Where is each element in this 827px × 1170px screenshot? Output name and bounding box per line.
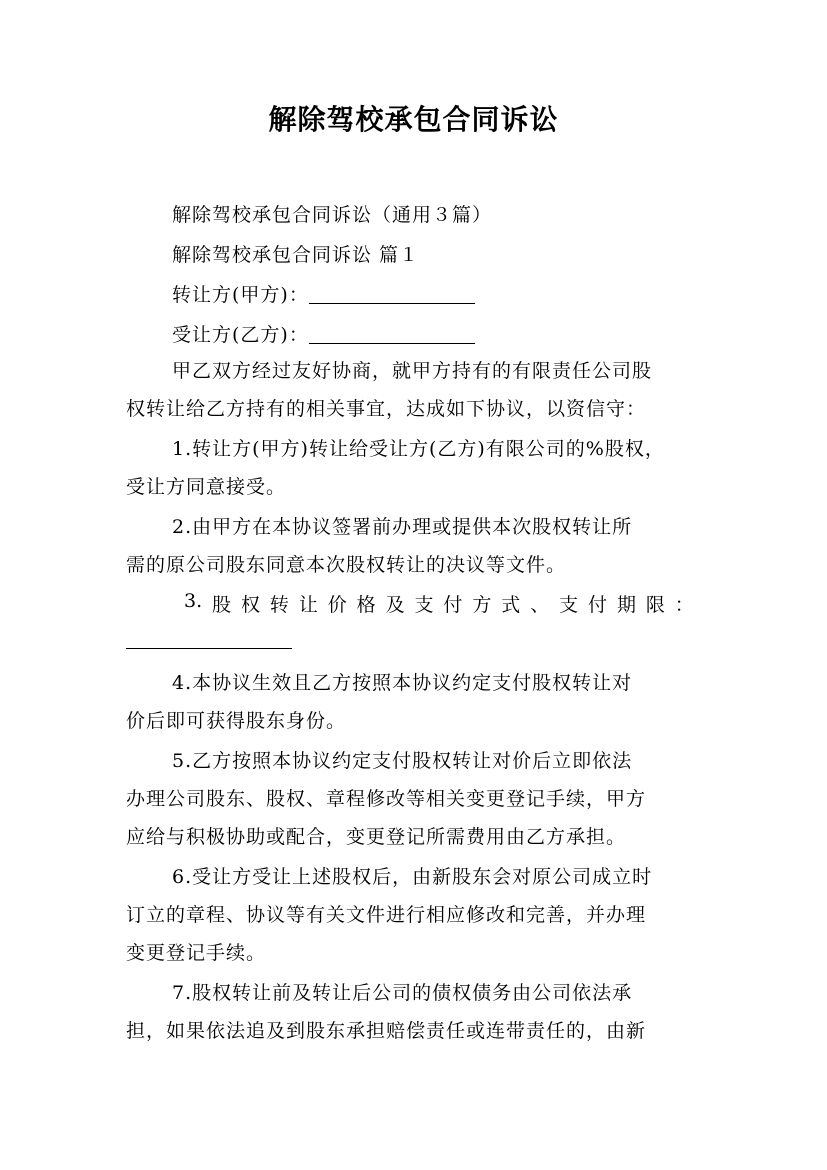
section-heading: 解除驾校承包合同诉讼 篇１ — [172, 244, 420, 266]
item-3-char: 股 — [212, 594, 232, 616]
paragraph-line: 担，如果依法追及到股东承担赔偿责任或连带责任的，由新 — [126, 1020, 647, 1042]
paragraph-line: 订立的章程、协议等有关文件进行相应修改和完善，并办理 — [126, 904, 647, 926]
item-3-char: 期 — [616, 594, 636, 616]
paragraph-line: 6.受让方受让上述股权后，由新股东会对原公司成立时 — [172, 866, 653, 888]
party-a-label: 转让方(甲方)： — [172, 284, 309, 306]
item-3-char: 让 — [298, 594, 318, 616]
paragraph-line: 受让方同意接受。 — [126, 476, 287, 498]
party-b-label: 受让方(乙方)： — [172, 324, 309, 346]
item-3-char: 格 — [356, 594, 376, 616]
paragraph-line: 权转让给乙方持有的相关事宜，达成如下协议，以资信守： — [126, 398, 647, 420]
item-3-char: 转 — [269, 594, 289, 616]
item-3-char: 方 — [472, 594, 492, 616]
paragraph-line: 需的原公司股东同意本次股权转让的决议等文件。 — [126, 554, 567, 576]
paragraph-line: 变更登记手续。 — [126, 942, 267, 964]
paragraph-line: 甲乙双方经过友好协商，就甲方持有的有限责任公司股 — [172, 360, 653, 382]
paragraph-line: 价后即可获得股东身份。 — [126, 710, 347, 732]
paragraph-line: 办理公司股东、股权、章程修改等相关变更登记手续，甲方 — [126, 788, 647, 810]
item-3-char: 付 — [443, 594, 463, 616]
item-3-char: 支 — [559, 594, 579, 616]
paragraph-line: 5.乙方按照本协议约定支付股权转让对价后立即依法 — [172, 750, 633, 772]
item-3-char: 付 — [588, 594, 608, 616]
item-3-blank — [126, 648, 292, 649]
item-3-char: 、 — [530, 594, 550, 616]
item-3-char: 价 — [327, 594, 347, 616]
item-3-char: 3. — [184, 590, 203, 612]
item-3-char: ： — [674, 594, 694, 616]
item-3-char: 式 — [501, 594, 521, 616]
party-b-blank — [309, 323, 475, 344]
item-3-char: 权 — [240, 594, 260, 616]
item-3-line — [184, 590, 694, 617]
party-b-line — [172, 320, 475, 347]
item-3-char: 支 — [414, 594, 434, 616]
subtitle: 解除驾校承包合同诉讼（通用３篇） — [172, 204, 493, 226]
paragraph-line: 1.转让方(甲方)转让给受让方(乙方)有限公司的%股权， — [172, 438, 665, 460]
document-title: 解除驾校承包合同诉讼 — [268, 103, 559, 136]
party-a-line — [172, 280, 475, 307]
paragraph-line: 4.本协议生效且乙方按照本协议约定支付股权转让对 — [172, 672, 633, 694]
paragraph-line: 应给与积极协助或配合，变更登记所需费用由乙方承担。 — [126, 826, 627, 848]
paragraph-line: 2.由甲方在本协议签署前办理或提供本次股权转让所 — [172, 516, 633, 538]
item-3-char: 限 — [645, 594, 665, 616]
item-3-char: 及 — [385, 594, 405, 616]
paragraph-line: 7.股权转让前及转让后公司的债权债务由公司依法承 — [172, 982, 633, 1004]
party-a-blank — [309, 283, 475, 304]
